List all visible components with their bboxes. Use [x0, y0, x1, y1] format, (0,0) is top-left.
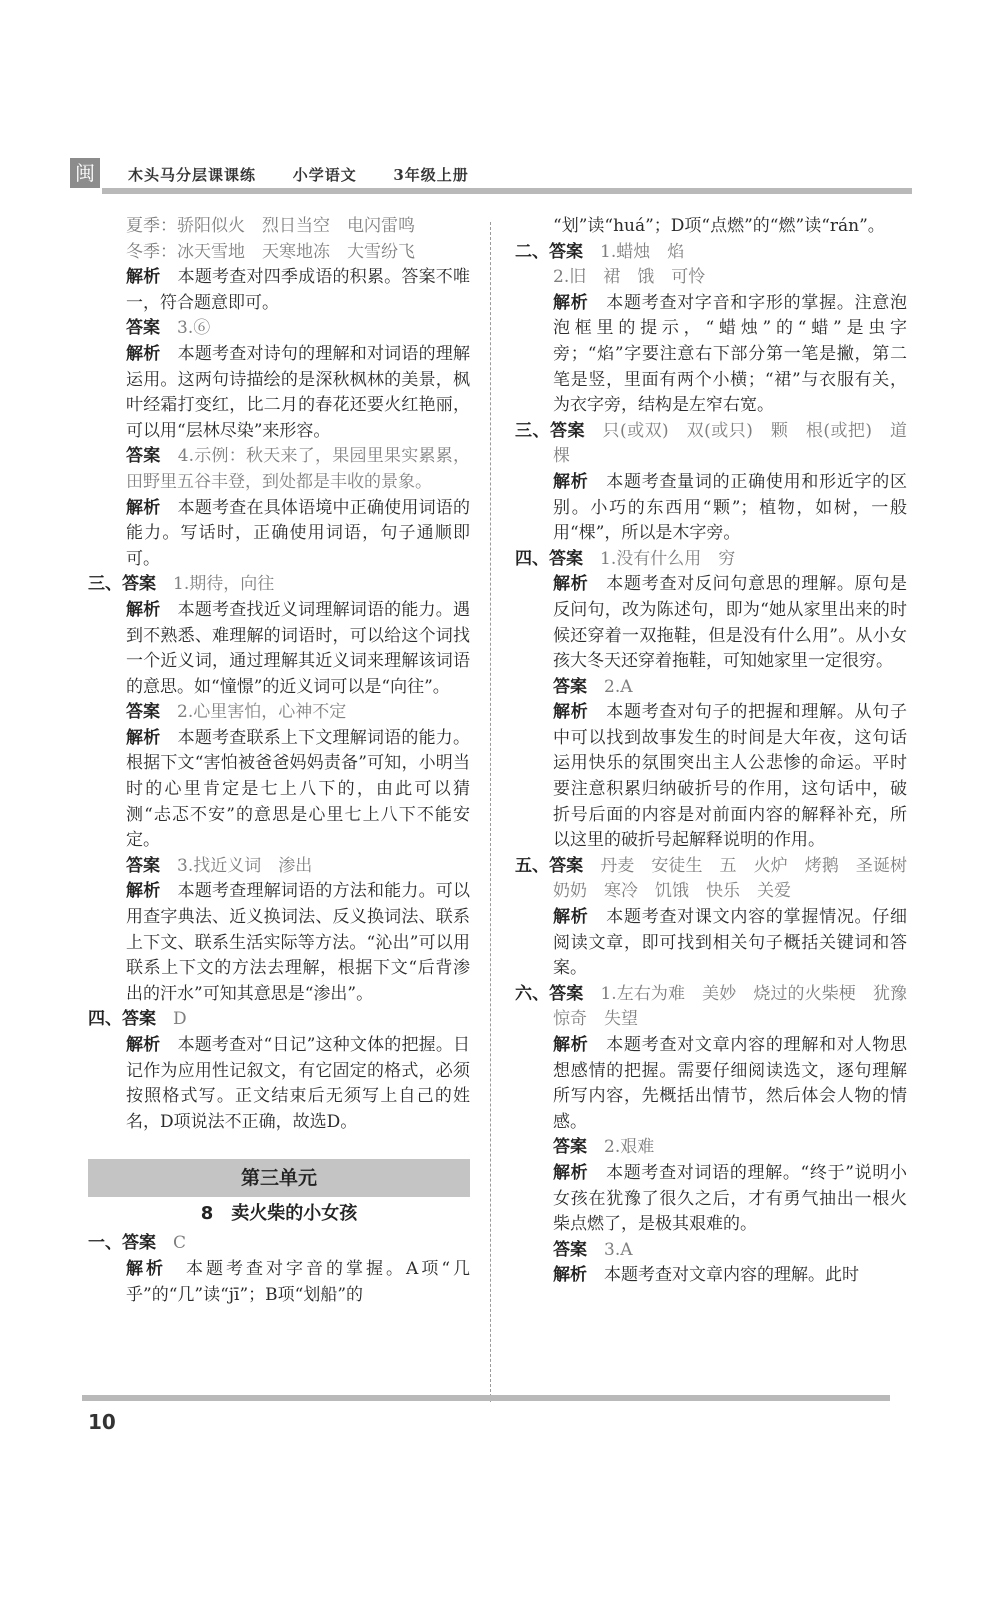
section-number: 四、: [88, 1009, 122, 1030]
answer-label: 答案: [126, 446, 161, 467]
answer-block: 二、答案 1.蜡烛 焰: [515, 241, 685, 262]
analysis-block: 解析 本题考查对课文内容的掌握情况。仔细阅读文章，即可找到相关句子概括关键词和答案。: [553, 907, 908, 979]
analysis-block: 解析 本题考查对字音的掌握。A项“几乎”的“几”读“jī”；B项“划船”的: [126, 1258, 471, 1305]
analysis-block: 解析 本题考查理解词语的方法和能力。可以用查字典法、近义换词法、反义换词法、联系上下文、联系生活实际等方法。“沁出”可以用联系上下文的方法去理解，根据下文“后背渗出的汗水”可知其意思是“渗出”。: [126, 881, 471, 1004]
analysis-continuation: “划”读“huá”；D项“点燃”的“燃”读“rán”。: [553, 216, 885, 236]
analysis-block: 解析 本题考查对四季成语的积累。答案不唯一，符合题意即可。: [126, 267, 471, 313]
analysis-block: 解析 本题考查对文章内容的理解。此时: [553, 1265, 859, 1286]
analysis-block: 解析 本题考查量词的正确使用和形近字的区别。小巧的东西用“颗”；植物，如树，一般用“棵”，所以是木字旁。: [553, 471, 908, 544]
subject-label: 小学语文: [292, 166, 357, 184]
book-title: 木头马分层课课练: [128, 166, 257, 184]
analysis-block: 解析 本题考查对句子的把握和理解。从句子中可以找到故事发生的时间是大年夜，这句话运用快乐的氛围突出主人公悲惨的命运。平时要注意积累归纳破折号的作用，这句话中，破折号后面的内容是对前面内容的解释补充，所以这里的破折号起解释说明的作用。: [553, 702, 908, 851]
analysis-block: 解析 本题考查对“日记”这种文体的把握。日记作为应用性记叙文，有它固定的格式，必须按照格式写。正文结束后无须写上自己的姓名，D项说法不正确，故选D。: [126, 1035, 471, 1132]
analysis-block: 解析 本题考查对反问句意思的理解。原句是反问句，改为陈述句，即为“她从家里出来的时候还穿着一双拖鞋，但是没有什么用”。从小女孩大冬天还穿着拖鞋，可知她家里一定很穷。: [553, 574, 908, 672]
answer-block: 四、答案 1.没有什么用 穷: [515, 548, 736, 569]
answer-block: 六、答案 1.左右为难 美妙 烧过的火柴梗 犹豫 惊奇 失望: [515, 983, 925, 1030]
right-column: [515, 214, 925, 1289]
analysis-label: 解析: [126, 727, 161, 748]
answer-label: 答案: [553, 1239, 587, 1260]
analysis-label: 解析: [553, 292, 589, 313]
answer-block: 答案 3.A: [553, 1239, 633, 1260]
answer-label: 答案: [549, 548, 583, 569]
column-divider: [490, 222, 491, 1402]
header-rule: [102, 188, 912, 194]
answer-block: 答案 3.⑥: [126, 318, 211, 339]
analysis-label: 解析: [553, 1035, 589, 1055]
analysis-label: 解析: [126, 497, 161, 518]
analysis-label: 解析: [126, 267, 161, 288]
answer-block: 答案 2.艰难: [553, 1137, 655, 1158]
analysis-block: 解析 本题考查对词语的理解。“终于”说明小女孩在犹豫了很久之后，才有勇气抽出一根火柴点燃了，是极其艰难的。: [553, 1162, 908, 1235]
answer-line: 夏季：骄阳似火 烈日当空 电闪雷鸣: [126, 216, 415, 236]
lesson-title: 8 卖火柴的小女孩: [200, 1203, 358, 1225]
answer-label: 答案: [122, 574, 156, 595]
answer-label: 答案: [553, 1137, 587, 1158]
unit-heading: 第三单元: [88, 1159, 470, 1197]
analysis-label: 解析: [126, 881, 161, 902]
answer-label: 答案: [549, 855, 584, 876]
analysis-block: 解析 本题考查对诗句的理解和对词语的理解运用。这两句诗描绘的是深秋枫林的美景，枫叶经霜打变红，比二月的春花还要火红艳丽，可以用“层林尽染”来形容。: [126, 343, 471, 441]
footer-rule: [82, 1395, 890, 1401]
analysis-label: 解析: [126, 343, 161, 364]
answer-block: 一、答案 C: [88, 1233, 187, 1254]
analysis-block: 解析 本题考查在具体语境中正确使用词语的能力。写话时，正确使用词语，句子通顺即可。: [126, 497, 471, 569]
section-number: 四、: [515, 548, 549, 569]
answer-line: 2.旧 裙 饿 可怜: [553, 267, 706, 288]
answer-label: 答案: [549, 420, 585, 441]
answer-block: 三、答案 只(或双) 双(或只) 颗 根(或把) 道 棵: [515, 420, 925, 467]
answer-label: 答案: [549, 241, 583, 262]
analysis-label: 解析: [126, 599, 161, 620]
section-number: 五、: [515, 855, 550, 876]
grade-label: 3年级上册: [393, 166, 469, 184]
left-column: [88, 214, 470, 1308]
analysis-block: 解析 本题考查找近义词理解词语的能力。遇到不熟悉、难理解的词语时，可以给这个词找一个近义词，通过理解其近义词来理解该词语的意思。如“憧憬”的近义词可以是“向往”。: [126, 599, 471, 697]
analysis-label: 解析: [553, 1265, 587, 1286]
answer-block: 答案 3.找近义词 渗出: [126, 855, 313, 876]
answer-line: 冬季：冰天雪地 天寒地冻 大雪纷飞: [126, 241, 415, 262]
section-number: 三、: [515, 420, 550, 441]
analysis-block: 解析 本题考查对字音和字形的掌握。注意泡泡框里的提示，“蜡烛”的“蜡”是虫字旁；“焰”字要注意右下部分第一笔是撇，第二笔是竖，里面有两个小横；“裙”与衣服有关，为衣字旁，结构是左窄右宽。: [553, 292, 908, 416]
answer-label: 答案: [549, 983, 584, 1004]
answer-block: 答案 2.心里害怕，心神不定: [126, 702, 347, 723]
answer-label: 答案: [553, 676, 587, 697]
analysis-label: 解析: [126, 1035, 161, 1055]
section-number: 三、: [88, 574, 122, 595]
answer-label: 答案: [122, 1233, 156, 1254]
answer-block: 四、答案 D: [88, 1009, 187, 1030]
answer-label: 答案: [126, 702, 160, 723]
answer-label: 答案: [126, 855, 160, 876]
analysis-label: 解析: [553, 574, 589, 595]
page-header: [62, 150, 912, 194]
answer-block: 五、答案 丹麦 安徒生 五 火炉 烤鹅 圣诞树 奶奶 寒冷 饥饿 快乐 关爱: [515, 855, 925, 902]
running-title: [128, 164, 469, 185]
section-number: 二、: [515, 241, 549, 262]
analysis-block: 解析 本题考查对文章内容的理解和对人物思想感情的把握。需要仔细阅读选文，逐句理解所写内容，先概括出情节，然后体会人物的情感。: [553, 1035, 908, 1132]
analysis-label: 解析: [553, 471, 589, 492]
section-number: 六、: [515, 983, 550, 1004]
section-number: 一、: [88, 1233, 122, 1254]
answer-block: 答案 4.示例：秋天来了，果园里果实累累，田野里五谷丰登，到处都是丰收的景象。: [126, 446, 471, 492]
page-number: 10: [88, 1410, 116, 1434]
answer-label: 答案: [126, 318, 160, 339]
region-badge-icon: 闽: [70, 158, 100, 188]
analysis-label: 解析: [553, 702, 589, 723]
analysis-block: 解析 本题考查联系上下文理解词语的能力。根据下文“害怕被爸爸妈妈责备”可知，小明当时的心里肯定是七上八下的，由此可以猜测“忐忑不安”的意思是心里七上八下不能安定。: [126, 727, 471, 851]
analysis-label: 解析: [553, 907, 589, 928]
answer-block: 三、答案 1.期待，向往: [88, 574, 275, 595]
analysis-label: 解析: [126, 1258, 167, 1279]
analysis-label: 解析: [553, 1162, 589, 1183]
answer-label: 答案: [122, 1009, 156, 1030]
answer-block: 答案 2.A: [553, 676, 633, 697]
